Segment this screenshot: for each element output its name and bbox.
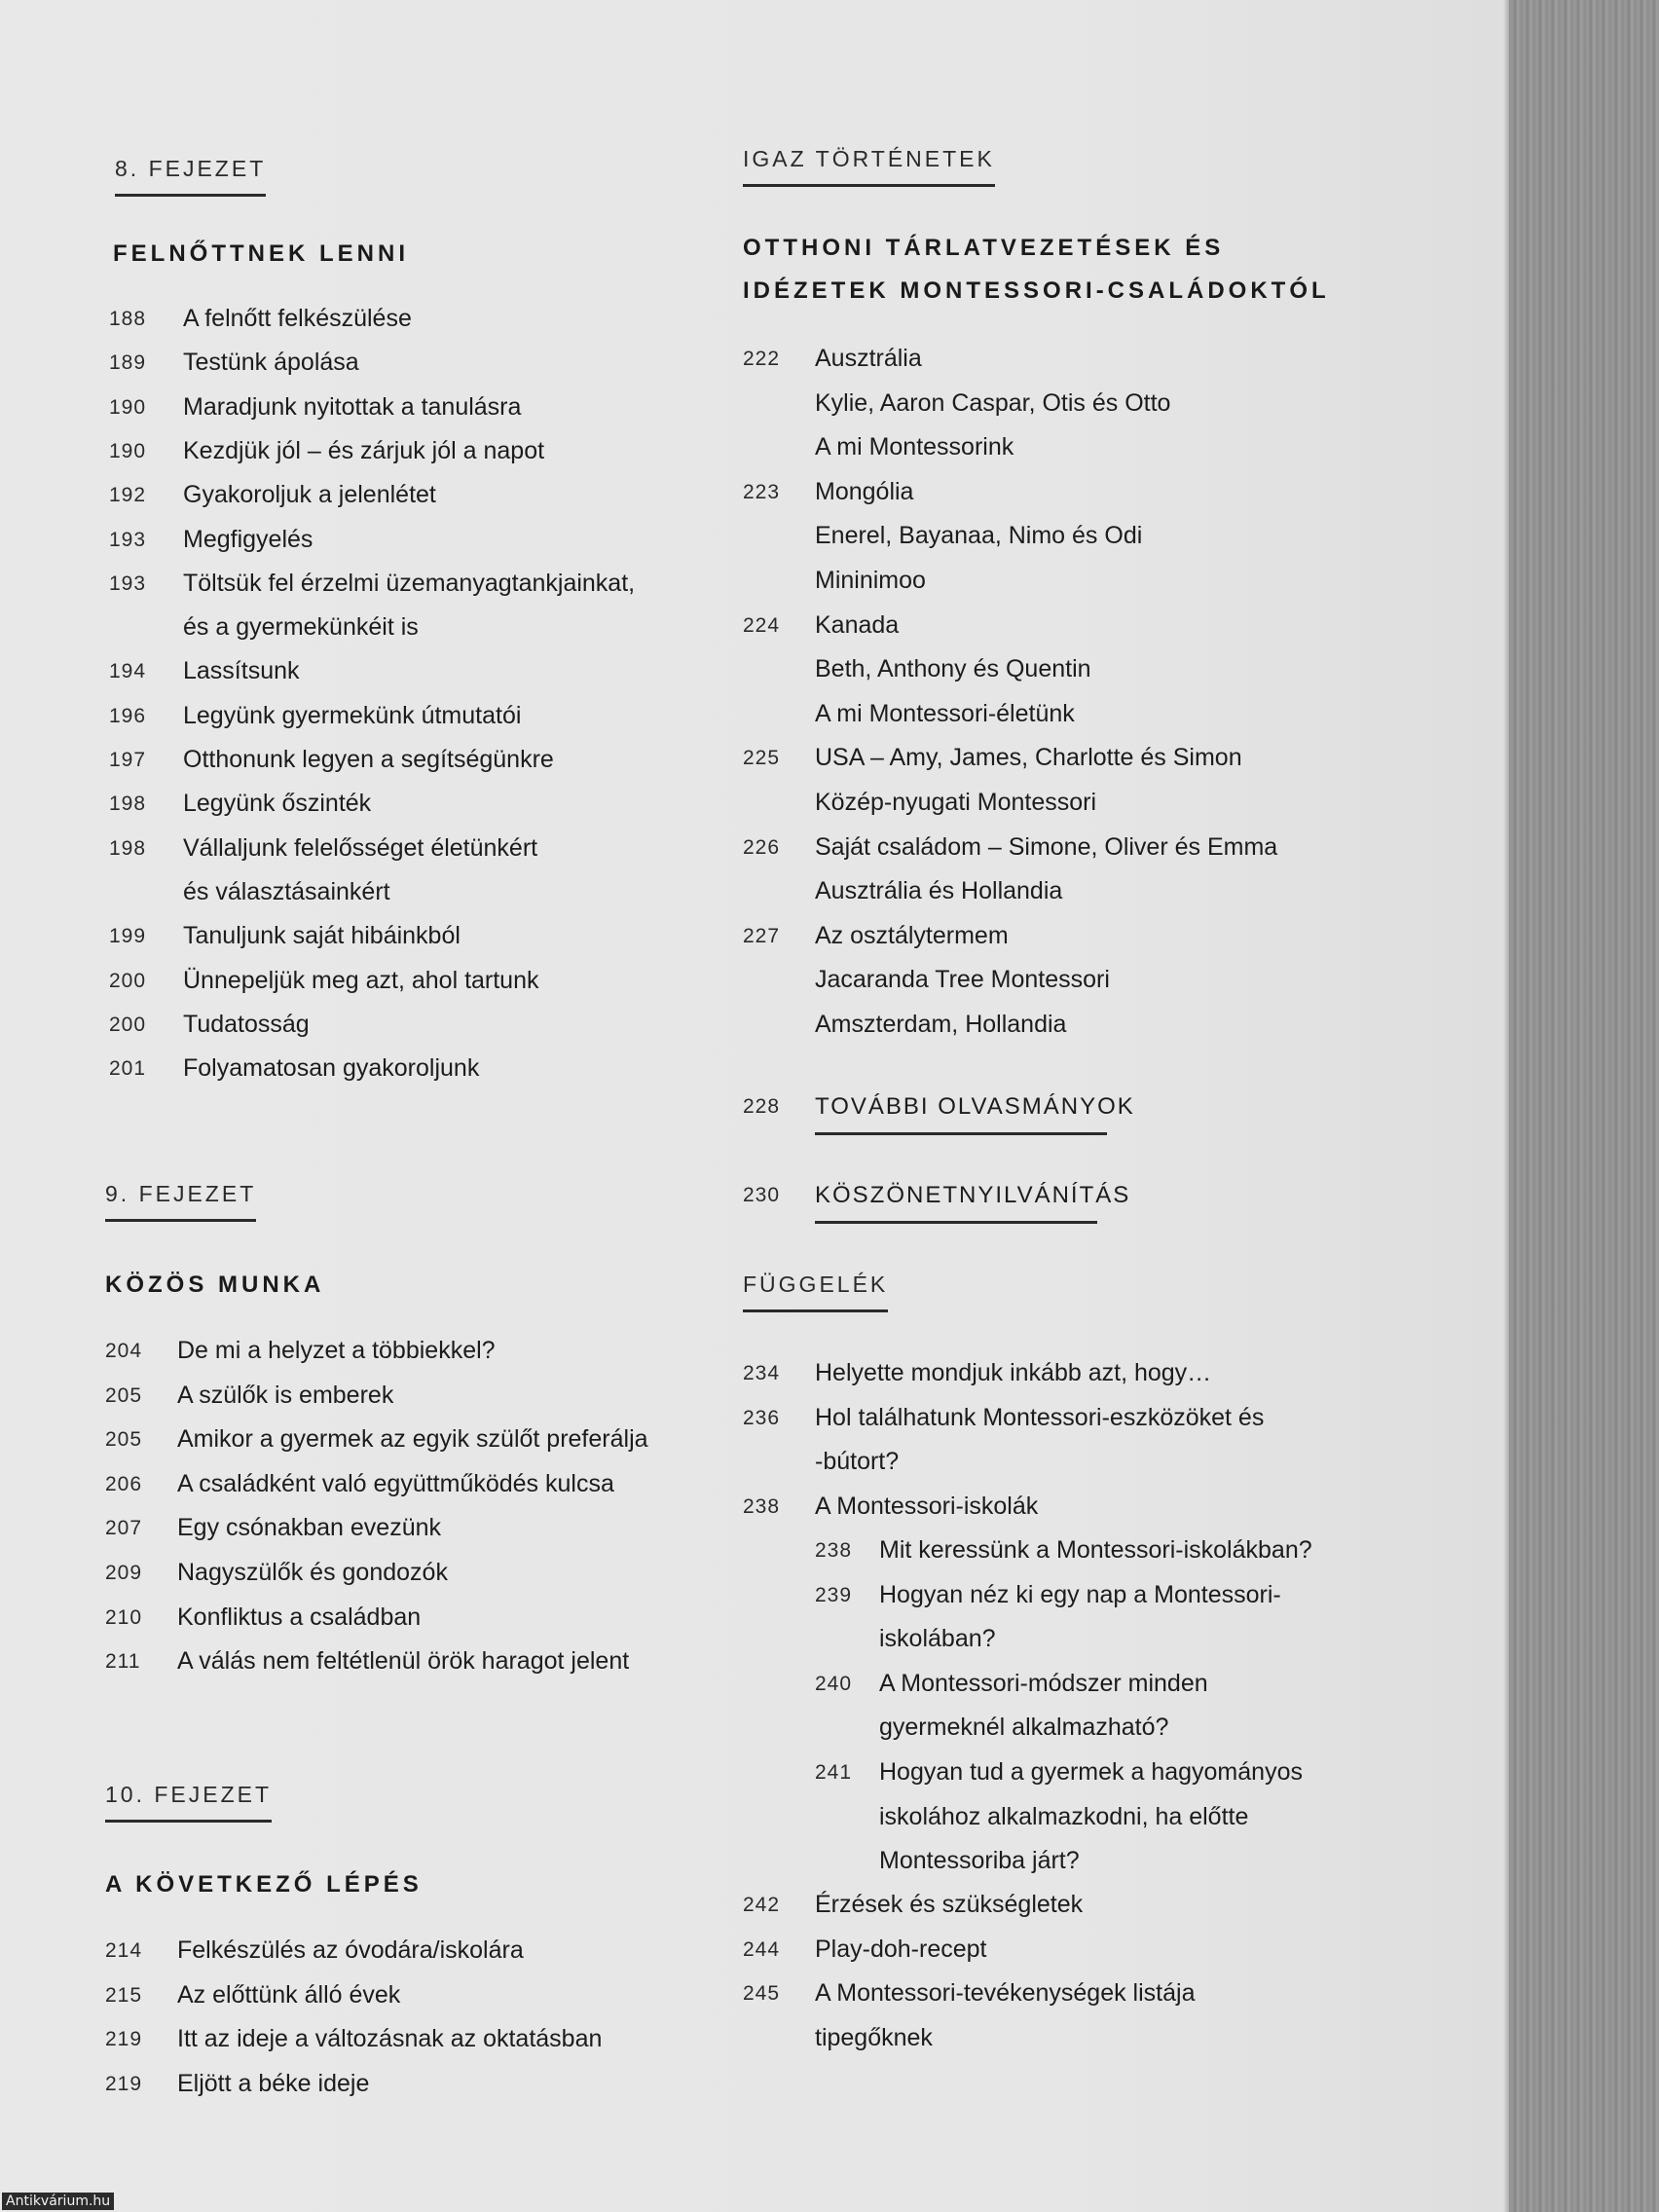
entry-title: iskolában? <box>879 1625 996 1653</box>
toc-entry <box>743 1928 1366 1972</box>
page-number: 245 <box>743 1982 781 2006</box>
acknowledgements-title: KÖSZÖNETNYILVÁNÍTÁS <box>815 1182 1131 1208</box>
page-number: 198 <box>109 793 147 816</box>
entry-title: A mi Montessorink <box>815 433 1014 461</box>
entry-title: Kezdjük jól – és zárjuk jól a napot <box>183 436 545 464</box>
entry-title: A felnőtt felkészülése <box>183 305 412 332</box>
toc-entry <box>815 1529 1438 1572</box>
page-number: 236 <box>743 1406 781 1429</box>
page-number: 199 <box>109 925 147 948</box>
page-number: 226 <box>743 835 781 859</box>
toc-entry <box>743 2016 1366 2060</box>
entry-title: Hogyan tud a gyermek a hagyományos <box>879 1758 1303 1786</box>
entry-title: Felkészülés az óvodára/iskolára <box>177 1936 524 1964</box>
toc-entry <box>109 606 732 649</box>
entry-title: Konfliktus a családban <box>177 1603 422 1631</box>
page-number: 239 <box>815 1583 853 1606</box>
toc-entry <box>743 1883 1366 1927</box>
entry-title: Érzések és szükségletek <box>815 1891 1084 1918</box>
page-number: 234 <box>743 1362 781 1384</box>
entry-title: Egy csónakban evezünk <box>177 1514 442 1542</box>
entry-title: gyermeknél alkalmazható? <box>879 1714 1169 1742</box>
acknowledgements-entry <box>743 1173 1249 1217</box>
entry-title: Amszterdam, Hollandia <box>815 1011 1067 1038</box>
toc-entry <box>815 1839 1438 1883</box>
toc-entry <box>743 1440 1366 1484</box>
toc-entry <box>743 559 1366 603</box>
toc-entry <box>743 337 1366 381</box>
toc-entry <box>109 562 732 606</box>
toc-entry <box>815 1706 1438 1750</box>
page-number: 200 <box>109 1013 147 1036</box>
toc-entry <box>815 1662 1438 1706</box>
entry-title: Jacaranda Tree Montessori <box>815 966 1110 994</box>
chapter-9-label: 9. FEJEZET <box>105 1181 256 1222</box>
page-number: 228 <box>743 1095 781 1118</box>
further-reading-entry <box>743 1085 1249 1128</box>
entry-title: Kylie, Aaron Caspar, Otis és Otto <box>815 388 1171 417</box>
entry-title: Lassítsunk <box>183 657 300 685</box>
entry-title: iskolához alkalmazkodni, ha előtte <box>879 1802 1249 1830</box>
entry-title: Töltsük fel érzelmi üzemanyagtankjainkat, <box>183 569 636 597</box>
page-number: 200 <box>109 969 147 992</box>
page-number: 194 <box>109 660 147 683</box>
entry-title: Folyamatosan gyakoroljunk <box>183 1054 480 1083</box>
page-number: 223 <box>743 480 781 503</box>
toc-entry <box>743 692 1366 736</box>
toc-entry <box>105 1506 728 1550</box>
toc-entry <box>743 1003 1366 1047</box>
entry-title: Enerel, Bayanaa, Nimo és Odi <box>815 522 1143 550</box>
toc-entry <box>105 2062 728 2106</box>
toc-entry <box>743 736 1366 780</box>
entry-title: Tudatosság <box>183 1010 310 1038</box>
entry-title: Mininimoo <box>815 567 926 594</box>
entry-title: Mongólia <box>815 477 914 505</box>
entry-title: Maradjunk nyitottak a tanulásra <box>183 392 522 421</box>
page-number: 190 <box>109 439 147 462</box>
toc-entry <box>815 1617 1438 1661</box>
entry-title: Vállaljunk felelősséget életünkért <box>183 833 538 862</box>
entry-title: Legyünk gyermekünk útmutatói <box>183 701 522 729</box>
toc-entry <box>105 1462 728 1506</box>
entry-title: Itt az ideje a változásnak az oktatásban <box>177 2025 603 2053</box>
page-number: 240 <box>815 1672 853 1695</box>
entry-title: Legyünk őszinték <box>183 790 372 818</box>
page-number: 209 <box>105 1562 143 1584</box>
page-number: 224 <box>743 613 781 637</box>
page-number: 189 <box>109 351 147 375</box>
page-number: 211 <box>105 1650 141 1674</box>
page-number: 219 <box>105 2072 143 2095</box>
entry-title: Nagyszülők és gondozók <box>177 1559 448 1586</box>
toc-entry <box>815 1751 1438 1794</box>
entry-title: A szülők is emberek <box>177 1381 394 1409</box>
entry-title: Beth, Anthony és Quentin <box>815 655 1091 683</box>
page-number: 204 <box>105 1340 143 1362</box>
page-number: 222 <box>743 348 781 370</box>
page-number: 201 <box>109 1057 147 1081</box>
page-number: 215 <box>105 1983 143 2007</box>
further-reading-underline <box>815 1132 1107 1135</box>
toc-entry <box>105 1551 728 1595</box>
toc-entry <box>109 694 732 738</box>
page-number: 241 <box>815 1761 853 1784</box>
toc-entry <box>105 1640 728 1683</box>
toc-entry <box>815 1795 1438 1839</box>
entry-title: Saját családom – Simone, Oliver és Emma <box>815 832 1278 861</box>
entry-title: Montessoriba járt? <box>879 1847 1080 1875</box>
toc-entry <box>105 1418 728 1461</box>
toc-entry <box>109 429 732 473</box>
entry-title: A Montessori-tevékenységek listája <box>815 1979 1196 2008</box>
toc-entry <box>109 738 732 782</box>
toc-entry <box>105 1973 728 2017</box>
page-number: 197 <box>109 749 147 771</box>
toc-entry <box>743 382 1366 425</box>
entry-title: De mi a helyzet a többiekkel? <box>177 1337 496 1364</box>
entry-title: Play-doh-recept <box>815 1935 987 1963</box>
toc-entry <box>109 1003 732 1047</box>
toc-entry <box>743 647 1366 691</box>
chapter-8-title: FELNŐTTNEK LENNI <box>113 240 409 267</box>
toc-entry <box>109 518 732 562</box>
toc-entry <box>109 649 732 693</box>
toc-entry <box>109 341 732 385</box>
toc-entry <box>743 914 1366 958</box>
entry-title: A mi Montessori-életünk <box>815 699 1075 727</box>
entry-title: USA – Amy, James, Charlotte és Simon <box>815 744 1242 772</box>
page-number: 219 <box>105 2028 143 2051</box>
further-reading-title: TOVÁBBI OLVASMÁNYOK <box>815 1093 1135 1120</box>
true-stories-title-line1: OTTHONI TÁRLATVEZETÉSEK ÉS <box>743 235 1225 261</box>
entry-title: Helyette mondjuk inkább azt, hogy… <box>815 1359 1212 1386</box>
page-number: 198 <box>109 836 147 860</box>
toc-entry <box>105 2017 728 2061</box>
toc-entry <box>105 1329 728 1373</box>
toc-entry <box>743 869 1366 913</box>
toc-entry <box>743 958 1366 1002</box>
toc-entry <box>743 781 1366 825</box>
page-number: 193 <box>109 571 147 595</box>
chapter-9-title: KÖZÖS MUNKA <box>105 1272 325 1298</box>
toc-entry <box>109 870 732 914</box>
toc-entry <box>743 826 1366 869</box>
entry-title: és választásainkért <box>183 877 390 905</box>
entry-title: A családként való együttműködés kulcsa <box>177 1469 614 1497</box>
entry-title: Testünk ápolása <box>183 349 359 377</box>
page-number: 238 <box>815 1539 853 1562</box>
page-number: 193 <box>109 528 147 551</box>
toc-entry <box>743 1351 1366 1395</box>
page-number: 227 <box>743 924 781 947</box>
toc-entry <box>109 297 732 341</box>
toc-entry <box>109 959 732 1003</box>
entry-title: A válás nem feltétlenül örök haragot jelent <box>177 1647 630 1676</box>
page-number: 242 <box>743 1894 781 1916</box>
acknowledgements-underline <box>815 1221 1097 1224</box>
entry-title: Amikor a gyermek az egyik szülőt preferálja <box>177 1425 648 1454</box>
entry-title: Gyakoroljuk a jelenlétet <box>183 481 436 509</box>
true-stories-title-line2: IDÉZETEK MONTESSORI-CSALÁDOKTÓL <box>743 277 1330 304</box>
entry-title: Otthonunk legyen a segítségünkre <box>183 746 554 773</box>
toc-entry <box>743 514 1366 558</box>
entry-title: Ausztrália <box>815 345 922 372</box>
toc-entry <box>105 1596 728 1640</box>
entry-title: Ausztrália és Hollandia <box>815 877 1063 905</box>
entry-title: Hol találhatunk Montessori-eszközöket és <box>815 1403 1265 1431</box>
entry-title: A Montessori-iskolák <box>815 1492 1039 1520</box>
page-number: 238 <box>743 1494 781 1518</box>
entry-title: Mit keressünk a Montessori-iskolákban? <box>879 1536 1312 1564</box>
page-number: 230 <box>743 1184 781 1206</box>
toc-entry <box>109 827 732 870</box>
toc-entry <box>743 470 1366 514</box>
entry-title: Közép-nyugati Montessori <box>815 789 1097 816</box>
page-number: 192 <box>109 484 147 507</box>
toc-entry <box>109 782 732 826</box>
page-number: 190 <box>109 395 147 419</box>
toc-entry <box>815 1573 1438 1617</box>
entry-title: -bútort? <box>815 1448 900 1476</box>
watermark: Antikvárium.hu <box>2 2193 114 2210</box>
page-number: 188 <box>109 308 147 330</box>
entry-title: Kanada <box>815 610 900 639</box>
toc-entry <box>743 1972 1366 2015</box>
entry-title: Ünnepeljük meg azt, ahol tartunk <box>183 966 539 994</box>
page-edge-stack <box>1509 0 1659 2212</box>
entry-title: Megfigyelés <box>183 525 313 553</box>
entry-title: Tanuljunk saját hibáinkból <box>183 922 461 950</box>
page-number: 196 <box>109 704 147 727</box>
entry-title: tipegőknek <box>815 2023 933 2051</box>
toc-entry <box>105 1929 728 1972</box>
entry-title: A Montessori-módszer minden <box>879 1669 1208 1697</box>
toc-entry <box>743 604 1366 647</box>
page-number: 206 <box>105 1472 143 1495</box>
toc-entry <box>109 473 732 517</box>
chapter-8-label: 8. FEJEZET <box>115 156 266 197</box>
entry-title: Hogyan néz ki egy nap a Montessori- <box>879 1580 1281 1608</box>
page-number: 205 <box>105 1428 143 1452</box>
toc-entry <box>109 386 732 429</box>
true-stories-label: IGAZ TÖRTÉNETEK <box>743 146 995 187</box>
toc-entry <box>109 1047 732 1090</box>
toc-entry <box>743 1396 1366 1440</box>
page-number: 205 <box>105 1383 143 1407</box>
appendix-label: FÜGGELÉK <box>743 1272 888 1312</box>
page-number: 207 <box>105 1517 143 1540</box>
entry-title: Eljött a béke ideje <box>177 2069 370 2097</box>
toc-entry <box>743 425 1366 469</box>
toc-entry <box>105 1374 728 1418</box>
entry-title: Az osztálytermem <box>815 921 1009 949</box>
page-number: 225 <box>743 747 781 770</box>
page-number: 214 <box>105 1939 143 1962</box>
toc-entry <box>743 1485 1366 1529</box>
entry-title: és a gyermekünkéit is <box>183 613 419 642</box>
toc-entry <box>109 914 732 958</box>
page-number: 244 <box>743 1937 781 1961</box>
chapter-10-title: A KÖVETKEZŐ LÉPÉS <box>105 1871 423 1898</box>
entry-title: Az előttünk álló évek <box>177 1980 401 2009</box>
chapter-10-label: 10. FEJEZET <box>105 1782 272 1823</box>
page-number: 210 <box>105 1605 143 1629</box>
